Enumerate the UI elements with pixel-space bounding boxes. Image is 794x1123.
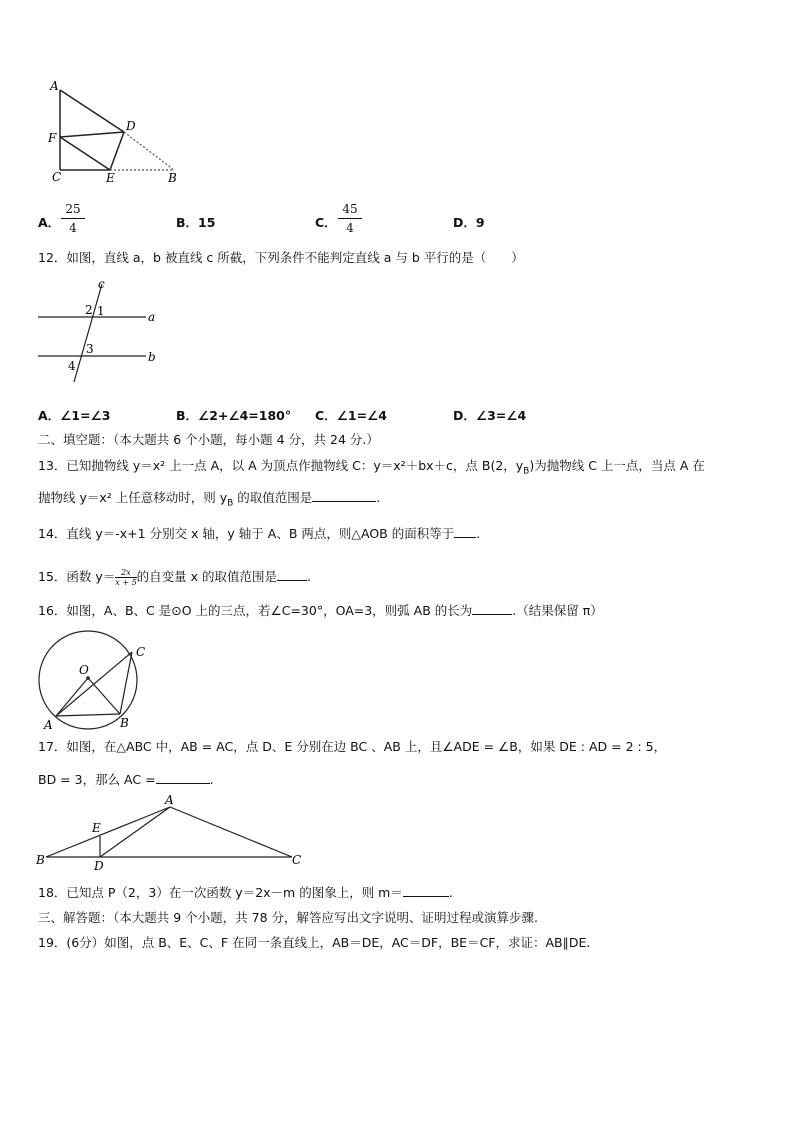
circle-o bbox=[39, 631, 137, 729]
label-e: E bbox=[106, 171, 115, 185]
segment-ac bbox=[56, 652, 132, 716]
label-b: B bbox=[36, 853, 45, 867]
answer-blank[interactable] bbox=[312, 501, 376, 502]
option-c: C．∠1=∠4 bbox=[315, 408, 387, 423]
label-e: E bbox=[92, 821, 101, 835]
segment-oa bbox=[56, 678, 88, 716]
label-b: b bbox=[148, 350, 156, 364]
question-15 bbox=[38, 568, 311, 587]
isosceles-triangle-figure bbox=[34, 790, 310, 872]
answer-blank[interactable] bbox=[472, 614, 512, 615]
question-13-line-2 bbox=[38, 490, 380, 512]
option-c-fraction bbox=[338, 202, 362, 235]
label-a: A bbox=[44, 718, 53, 732]
angle-3: 3 bbox=[86, 342, 94, 356]
label-o: O bbox=[79, 663, 89, 677]
fraction-numerator: 25 bbox=[65, 202, 81, 216]
function-fraction bbox=[115, 568, 136, 587]
angle-1: 1 bbox=[97, 304, 105, 318]
label-f: F bbox=[48, 131, 57, 145]
angle-4: 4 bbox=[68, 359, 76, 373]
q13-text-a: 13．已知抛物线 y＝x² 上一点 A，以 A 为顶点作抛物线 C：y＝x²＋bx＋c，点 B(2，y bbox=[38, 458, 524, 473]
q14-text: 14．直线 y＝-x+1 分别交 x 轴，y 轴于 A、B 两点，则△AOB 的面积等于 bbox=[38, 526, 455, 541]
segment-da bbox=[100, 807, 170, 857]
q13-subscript: B bbox=[523, 466, 530, 477]
question-18 bbox=[38, 885, 453, 901]
segment-ob bbox=[88, 678, 120, 714]
fraction-denominator: x + 5 bbox=[115, 578, 137, 587]
option-c-label: C． bbox=[315, 215, 337, 230]
segment-ab bbox=[56, 714, 120, 716]
q18-text: 18．已知点 P（2，3）在一次函数 y＝2x－m 的图象上，则 m＝ bbox=[38, 885, 403, 900]
label-a: a bbox=[148, 310, 156, 324]
question-16 bbox=[38, 603, 603, 619]
question-19: 19．(6分）如图，点 B、E、C、F 在同一条直线上，AB＝DE，AC＝DF，BE＝CF，求证：AB∥DE. bbox=[38, 935, 591, 950]
triangle-figure-top bbox=[44, 78, 184, 186]
option-a-label: A． bbox=[38, 215, 61, 230]
option-a-fraction bbox=[61, 202, 85, 235]
option-b: B．15 bbox=[176, 215, 216, 230]
q13-subscript-2: B bbox=[227, 498, 234, 509]
segment-ba bbox=[46, 807, 170, 857]
q15-end: . bbox=[307, 569, 312, 584]
q15-text-a: 15．函数 y＝ bbox=[38, 569, 116, 584]
line-c bbox=[74, 284, 102, 382]
label-a: A bbox=[50, 79, 59, 93]
label-c: C bbox=[292, 853, 302, 867]
q16-text: 16．如图，A、B、C 是⊙O 上的三点，若∠C=30°，OA=3，则弧 AB 的长为 bbox=[38, 603, 473, 618]
circle-figure bbox=[32, 630, 150, 734]
question-12-text: 12．如图，直线 a，b 被直线 c 所截，下列条件不能判定直线 a 与 b 平行的是（ ） bbox=[38, 250, 524, 265]
segment-db-dotted bbox=[124, 132, 174, 170]
label-b: B bbox=[120, 716, 129, 730]
answer-blank[interactable] bbox=[403, 896, 449, 897]
q13-end: . bbox=[376, 490, 381, 505]
label-c: C bbox=[52, 170, 62, 184]
fraction-denominator: 4 bbox=[69, 221, 77, 235]
segment-fd bbox=[60, 132, 124, 137]
q17-end: . bbox=[209, 772, 214, 787]
q13-text-b: )为抛物线 C 上一点，当点 A 在 bbox=[529, 458, 705, 473]
option-d: D．∠3=∠4 bbox=[453, 408, 527, 423]
q16-end: .（结果保留 π） bbox=[512, 603, 603, 618]
fraction-denominator: 4 bbox=[346, 221, 354, 235]
option-b: B．∠2+∠4=180° bbox=[176, 408, 292, 423]
section-3-heading: 三、解答题：（本大题共 9 个小题，共 78 分，解答应写出文字说明、证明过程或演算步骤. bbox=[38, 910, 538, 925]
fraction-numerator: 2x bbox=[115, 568, 136, 578]
answer-blank[interactable] bbox=[277, 580, 307, 581]
segment-ac bbox=[170, 807, 292, 857]
question-14 bbox=[38, 526, 480, 542]
option-d: D．9 bbox=[453, 215, 485, 230]
segment-de bbox=[110, 132, 124, 170]
label-c: c bbox=[98, 278, 105, 291]
section-2-heading: 二、填空题：（本大题共 6 个小题，每小题 4 分，共 24 分.） bbox=[38, 432, 379, 447]
label-a: A bbox=[165, 793, 174, 807]
q14-end: . bbox=[476, 526, 481, 541]
q18-end: . bbox=[448, 885, 453, 900]
q15-text-b: 的自变量 x 的取值范围是 bbox=[136, 569, 278, 584]
question-17-line-2 bbox=[38, 772, 214, 788]
label-d: D bbox=[126, 119, 136, 133]
question-13-line-1 bbox=[38, 458, 705, 480]
label-d: D bbox=[94, 859, 104, 872]
label-b: B bbox=[168, 171, 177, 185]
answer-blank[interactable] bbox=[156, 783, 210, 784]
fraction-numerator: 45 bbox=[342, 202, 358, 216]
q13-text-d: 的取值范围是 bbox=[233, 490, 313, 505]
answer-blank[interactable] bbox=[454, 537, 476, 538]
q17-text: BD = 3，那么 AC = bbox=[38, 772, 156, 787]
option-a: A．∠1=∠3 bbox=[38, 408, 111, 423]
question-17-line-1: 17．如图，在△ABC 中，AB = AC，点 D、E 分别在边 BC 、AB 上，且∠ADE = ∠B，如果 DE : AD = 2 : 5， bbox=[38, 739, 667, 754]
label-c: C bbox=[136, 645, 146, 659]
angle-2: 2 bbox=[85, 303, 93, 317]
segment-fe bbox=[60, 137, 110, 170]
q13-text-c: 抛物线 y＝x² 上任意移动时，则 y bbox=[38, 490, 228, 505]
segment-ad bbox=[60, 90, 124, 132]
parallel-lines-figure bbox=[38, 278, 160, 390]
